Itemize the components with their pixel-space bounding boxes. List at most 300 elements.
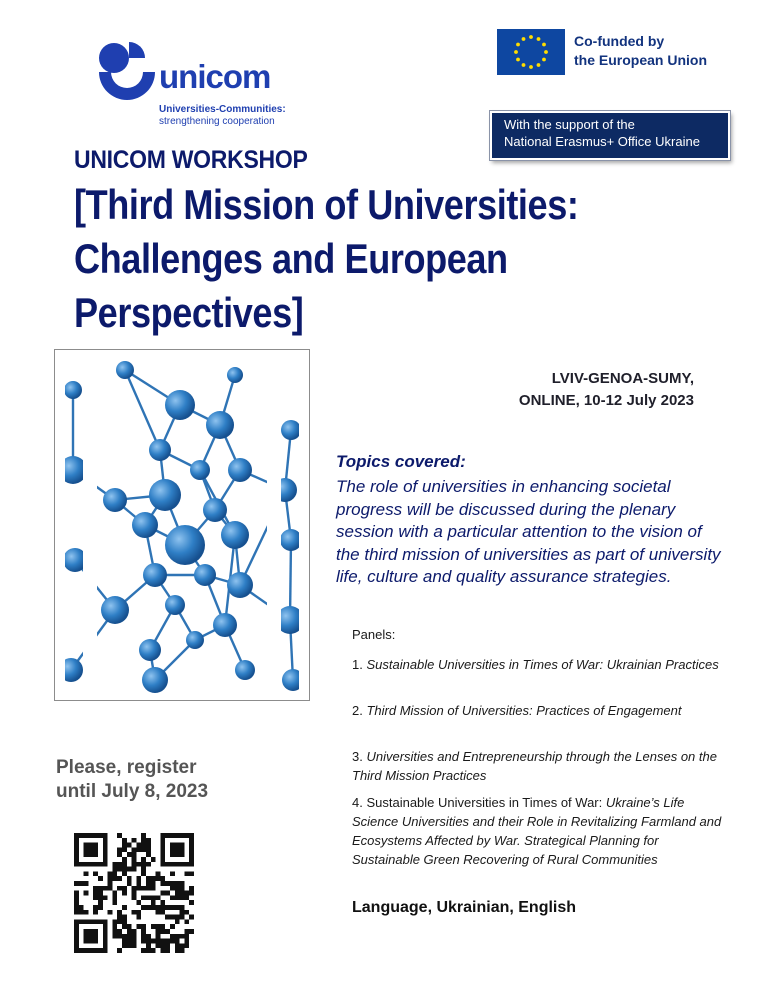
- eu-star: [516, 43, 520, 47]
- eu-star: [542, 58, 546, 62]
- qr-module: [184, 910, 189, 915]
- qr-module: [189, 833, 194, 867]
- molecule-atom: [213, 613, 237, 637]
- qr-module: [132, 939, 137, 944]
- qr-module: [79, 881, 84, 886]
- qr-module: [112, 895, 117, 900]
- qr-module: [98, 900, 103, 905]
- qr-module: [189, 900, 194, 905]
- eu-star: [537, 63, 541, 67]
- qr-module: [108, 886, 113, 891]
- qr-module: [180, 886, 185, 891]
- qr-module: [98, 876, 103, 881]
- qr-module: [189, 886, 194, 891]
- molecule-atom: [165, 390, 195, 420]
- qr-module: [112, 929, 117, 934]
- qr-module: [165, 905, 170, 910]
- qr-module: [156, 939, 161, 944]
- eu-star: [516, 58, 520, 62]
- qr-module: [160, 948, 165, 953]
- qr-module: [160, 939, 165, 944]
- qr-module: [146, 905, 151, 910]
- qr-module: [112, 900, 117, 905]
- qr-module: [156, 934, 161, 939]
- qr-module: [160, 900, 165, 905]
- qr-module: [127, 939, 132, 944]
- logo-wordmark: unicom: [159, 58, 271, 95]
- qr-module: [156, 895, 161, 900]
- qr-module: [108, 910, 113, 915]
- qr-module: [132, 862, 137, 867]
- qr-module: [103, 895, 108, 900]
- qr-module: [122, 862, 127, 867]
- qr-module: [189, 871, 194, 876]
- qr-module: [79, 905, 84, 910]
- qr-module: [112, 862, 117, 867]
- molecule-atom: [228, 458, 252, 482]
- qr-module: [151, 939, 156, 944]
- molecule-atom: [194, 564, 216, 586]
- qr-module: [122, 934, 127, 939]
- qr-module: [175, 934, 180, 939]
- qr-module: [160, 876, 165, 881]
- qr-module: [136, 924, 141, 929]
- qr-module: [103, 919, 108, 953]
- qr-module: [93, 895, 98, 900]
- qr-module: [117, 915, 122, 920]
- qr-module: [175, 881, 180, 886]
- qr-module: [146, 876, 151, 881]
- qr-module: [117, 847, 122, 852]
- qr-module: [170, 886, 175, 891]
- qr-module: [112, 919, 117, 924]
- qr-module: [127, 943, 132, 948]
- qr-module: [74, 891, 79, 896]
- title-line1: [Third Mission of Universities:: [74, 181, 579, 228]
- qr-module: [156, 943, 161, 948]
- panels-label: Panels:: [352, 627, 396, 642]
- qr-module: [122, 939, 127, 944]
- workshop-label: UNICOM WORKSHOP: [74, 146, 308, 174]
- qr-module: [127, 924, 132, 929]
- qr-module: [127, 876, 132, 881]
- qr-module: [170, 939, 175, 944]
- qr-module: [156, 929, 161, 934]
- qr-module: [184, 939, 189, 944]
- panel-item-4: 4. Sustainable Universities in Times of War: Ukraine’s Life Science Universities and their Role in Revitalizing Farmland and Ecosystems Affected by War. Strategical Planning for Sustainable Green Recovering of Rural Communities: [352, 795, 722, 867]
- qr-code-icon[interactable]: [74, 833, 194, 953]
- qr-module: [122, 915, 127, 920]
- qr-module: [160, 833, 165, 867]
- qr-module: [146, 881, 151, 886]
- qr-module: [146, 847, 151, 852]
- qr-module: [184, 919, 189, 924]
- qr-module: [112, 934, 117, 939]
- qr-module: [146, 843, 151, 848]
- qr-module: [136, 876, 141, 881]
- qr-module: [84, 881, 89, 886]
- qr-module: [117, 833, 122, 838]
- qr-module: [151, 905, 156, 910]
- qr-module: [136, 910, 141, 915]
- eu-star: [542, 43, 546, 47]
- qr-module: [112, 876, 117, 881]
- qr-module: [117, 929, 122, 934]
- molecule-atom: [227, 367, 243, 383]
- qr-module: [170, 915, 175, 920]
- panel-item-3: 3. Universities and Entrepreneurship through the Lenses on the Third Mission Practices: [352, 749, 717, 783]
- qr-module: [180, 943, 185, 948]
- eu-line2: the European Union: [574, 52, 707, 68]
- qr-module: [93, 905, 98, 910]
- qr-module: [160, 924, 165, 929]
- molecule-atom: [281, 420, 301, 440]
- qr-module: [170, 895, 175, 900]
- qr-module: [175, 948, 180, 953]
- qr-module: [160, 891, 165, 896]
- qr-module: [160, 910, 165, 915]
- qr-module: [180, 934, 185, 939]
- qr-module: [122, 843, 127, 848]
- qr-module: [170, 934, 175, 939]
- eu-flag-icon: [497, 29, 565, 75]
- qr-module: [132, 847, 137, 852]
- qr-module: [165, 948, 170, 953]
- qr-module: [189, 891, 194, 896]
- qr-module: [117, 910, 122, 915]
- qr-module: [180, 905, 185, 910]
- qr-module: [146, 939, 151, 944]
- qr-module: [180, 915, 185, 920]
- qr-module: [141, 948, 146, 953]
- molecule-atom: [227, 572, 253, 598]
- qr-module: [98, 895, 103, 900]
- eu-cofunded-text: [574, 32, 754, 70]
- qr-module: [122, 857, 127, 862]
- qr-module: [160, 881, 165, 886]
- qr-module: [141, 833, 146, 838]
- qr-module: [151, 857, 156, 862]
- qr-module: [136, 881, 141, 886]
- qr-module: [74, 881, 79, 886]
- qr-module: [180, 881, 185, 886]
- qr-module: [112, 891, 117, 896]
- eu-star: [522, 63, 526, 67]
- qr-module: [165, 891, 170, 896]
- eu-star: [529, 65, 533, 69]
- event-location: [420, 368, 694, 412]
- qr-module: [151, 881, 156, 886]
- qr-module: [132, 852, 137, 857]
- qr-module: [141, 886, 146, 891]
- language-info: Language, Ukrainian, English: [352, 899, 577, 916]
- title-line3: Perspectives]: [74, 289, 304, 336]
- register-line1: Please, register: [56, 757, 197, 778]
- qr-module: [180, 910, 185, 915]
- qr-module: [151, 924, 156, 929]
- eu-star: [514, 50, 518, 54]
- qr-module: [136, 847, 141, 852]
- molecule-atom: [149, 439, 171, 461]
- molecule-atom: [206, 411, 234, 439]
- qr-module: [184, 871, 189, 876]
- qr-module: [117, 948, 122, 953]
- qr-module: [84, 871, 89, 876]
- qr-module: [108, 871, 113, 876]
- qr-module: [122, 924, 127, 929]
- qr-module: [146, 948, 151, 953]
- molecule-atom: [142, 667, 168, 693]
- qr-module: [151, 948, 156, 953]
- qr-module: [184, 929, 189, 934]
- molecule-atom: [165, 525, 205, 565]
- molecule-atom: [235, 660, 255, 680]
- qr-module: [189, 915, 194, 920]
- qr-module: [170, 871, 175, 876]
- qr-module: [84, 929, 98, 943]
- molecule-network-image: [54, 349, 310, 701]
- qr-module: [93, 871, 98, 876]
- qr-module: [74, 895, 79, 900]
- qr-module: [136, 915, 141, 920]
- qr-module: [141, 939, 146, 944]
- qr-module: [141, 895, 146, 900]
- qr-module: [122, 905, 127, 910]
- erasmus-support-text: [504, 116, 724, 150]
- qr-module: [108, 876, 113, 881]
- qr-module: [74, 862, 108, 867]
- qr-module: [141, 867, 146, 872]
- qr-module: [141, 847, 146, 852]
- qr-module: [103, 833, 108, 867]
- qr-module: [146, 943, 151, 948]
- qr-module: [156, 910, 161, 915]
- qr-module: [98, 905, 103, 910]
- qr-module: [74, 919, 108, 924]
- qr-module: [141, 934, 146, 939]
- qr-module: [117, 852, 122, 857]
- qr-module: [156, 871, 161, 876]
- qr-module: [84, 891, 89, 896]
- qr-module: [146, 886, 151, 891]
- main-title: [74, 178, 607, 340]
- panel-item-1: 1. Sustainable Universities in Times of War: Ukrainian Practices: [352, 657, 719, 672]
- molecule-atom: [186, 631, 204, 649]
- qr-module: [117, 867, 122, 872]
- qr-module: [165, 939, 170, 944]
- eu-line1: Co-funded by: [574, 33, 665, 49]
- molecule-atom: [280, 529, 302, 551]
- qr-module: [136, 886, 141, 891]
- register-note: [56, 756, 256, 804]
- qr-module: [127, 929, 132, 934]
- qr-module: [146, 862, 151, 867]
- qr-module: [132, 929, 137, 934]
- qr-module: [132, 891, 137, 896]
- qr-module: [117, 876, 122, 881]
- title-line2: Challenges and European: [74, 235, 508, 282]
- molecule-atom: [165, 595, 185, 615]
- qr-module: [122, 871, 127, 876]
- qr-module: [93, 891, 98, 896]
- qr-module: [170, 924, 175, 929]
- qr-module: [184, 934, 189, 939]
- molecule-atom: [116, 361, 134, 379]
- qr-module: [127, 867, 132, 872]
- qr-module: [175, 905, 180, 910]
- qr-module: [127, 934, 132, 939]
- molecule-atom: [221, 521, 249, 549]
- qr-module: [74, 833, 79, 867]
- location-line2: ONLINE, 10-12 July 2023: [518, 392, 694, 409]
- qr-module: [122, 891, 127, 896]
- molecule-atom: [149, 479, 181, 511]
- qr-module: [136, 862, 141, 867]
- qr-module: [117, 886, 122, 891]
- qr-module: [132, 857, 137, 862]
- logo-tagline: strengthening cooperation: [159, 116, 275, 127]
- qr-module: [180, 891, 185, 896]
- qr-module: [141, 924, 146, 929]
- qr-module: [165, 881, 170, 886]
- qr-module: [127, 852, 132, 857]
- qr-module: [151, 876, 156, 881]
- qr-module: [160, 943, 165, 948]
- qr-module: [74, 919, 79, 953]
- qr-module: [74, 948, 108, 953]
- qr-module: [93, 886, 98, 891]
- molecule-atom: [203, 498, 227, 522]
- qr-module: [117, 919, 122, 924]
- qr-module: [132, 943, 137, 948]
- qr-module: [170, 881, 175, 886]
- qr-module: [160, 929, 165, 934]
- molecule-atom: [101, 596, 129, 624]
- qr-module: [146, 852, 151, 857]
- qr-module: [151, 886, 156, 891]
- qr-module: [79, 910, 84, 915]
- qr-module: [175, 895, 180, 900]
- eu-star: [544, 50, 548, 54]
- topics-body: The role of universities in enhancing societal progress will be discussed during the plenary session with a particular attention to the vision of the third mission of universities as part of university life, culture and quality assurance strategies.: [336, 477, 721, 586]
- qr-module: [156, 905, 161, 910]
- qr-module: [175, 939, 180, 944]
- qr-module: [146, 838, 151, 843]
- qr-module: [141, 857, 146, 862]
- molecule-atom: [132, 512, 158, 538]
- eu-star: [529, 35, 533, 39]
- qr-module: [146, 895, 151, 900]
- qr-module: [122, 886, 127, 891]
- qr-module: [151, 895, 156, 900]
- qr-module: [160, 905, 165, 910]
- qr-module: [141, 929, 146, 934]
- qr-module: [180, 948, 185, 953]
- qr-module: [112, 867, 117, 872]
- qr-module: [122, 919, 127, 924]
- qr-module: [132, 867, 137, 872]
- qr-module: [175, 891, 180, 896]
- qr-module: [98, 886, 103, 891]
- qr-module: [175, 886, 180, 891]
- qr-module: [141, 862, 146, 867]
- qr-module: [132, 838, 137, 843]
- molecule-atom: [64, 381, 82, 399]
- qr-module: [170, 905, 175, 910]
- qr-module: [136, 900, 141, 905]
- qr-module: [189, 929, 194, 934]
- qr-module: [122, 943, 127, 948]
- qr-module: [165, 929, 170, 934]
- location-line1: LVIV-GENOA-SUMY,: [551, 370, 694, 387]
- qr-module: [132, 895, 137, 900]
- qr-module: [141, 843, 146, 848]
- qr-module: [151, 900, 156, 905]
- qr-module: [146, 934, 151, 939]
- qr-module: [132, 934, 137, 939]
- qr-module: [84, 843, 98, 857]
- qr-module: [141, 838, 146, 843]
- logo-tagline-bold: Universities-Communities:: [159, 104, 286, 115]
- qr-module: [184, 943, 189, 948]
- qr-module: [160, 862, 194, 867]
- qr-module: [74, 905, 79, 910]
- topics-heading: Topics covered:: [336, 452, 466, 471]
- molecule-atom: [143, 563, 167, 587]
- qr-module: [132, 910, 137, 915]
- qr-module: [122, 838, 127, 843]
- qr-module: [74, 900, 79, 905]
- qr-module: [108, 881, 113, 886]
- eu-star: [522, 37, 526, 41]
- qr-module: [132, 886, 137, 891]
- eu-star: [537, 37, 541, 41]
- molecule-atom: [139, 639, 161, 661]
- qr-module: [175, 915, 180, 920]
- qr-module: [74, 833, 108, 838]
- qr-module: [74, 910, 79, 915]
- register-line2: until July 8, 2023: [56, 781, 209, 802]
- qr-module: [170, 843, 184, 857]
- qr-module: [175, 943, 180, 948]
- qr-module: [98, 891, 103, 896]
- qr-module: [112, 924, 117, 929]
- qr-module: [122, 867, 127, 872]
- qr-module: [141, 871, 146, 876]
- qr-module: [165, 943, 170, 948]
- molecule-atom: [103, 488, 127, 512]
- qr-module: [122, 847, 127, 852]
- support-line1: With the support of the: [504, 117, 635, 132]
- qr-module: [117, 934, 122, 939]
- qr-module: [175, 919, 180, 924]
- qr-module: [184, 895, 189, 900]
- qr-module: [160, 833, 194, 838]
- qr-module: [156, 876, 161, 881]
- qr-module: [141, 905, 146, 910]
- qr-module: [165, 915, 170, 920]
- qr-module: [156, 924, 161, 929]
- qr-module: [136, 843, 141, 848]
- support-line2: National Erasmus+ Office Ukraine: [504, 134, 700, 149]
- panel-item-2: 2. Third Mission of Universities: Practices of Engagement: [352, 703, 682, 718]
- qr-module: [112, 871, 117, 876]
- qr-module: [93, 910, 98, 915]
- qr-module: [184, 891, 189, 896]
- qr-module: [84, 910, 89, 915]
- qr-module: [127, 843, 132, 848]
- qr-module: [180, 895, 185, 900]
